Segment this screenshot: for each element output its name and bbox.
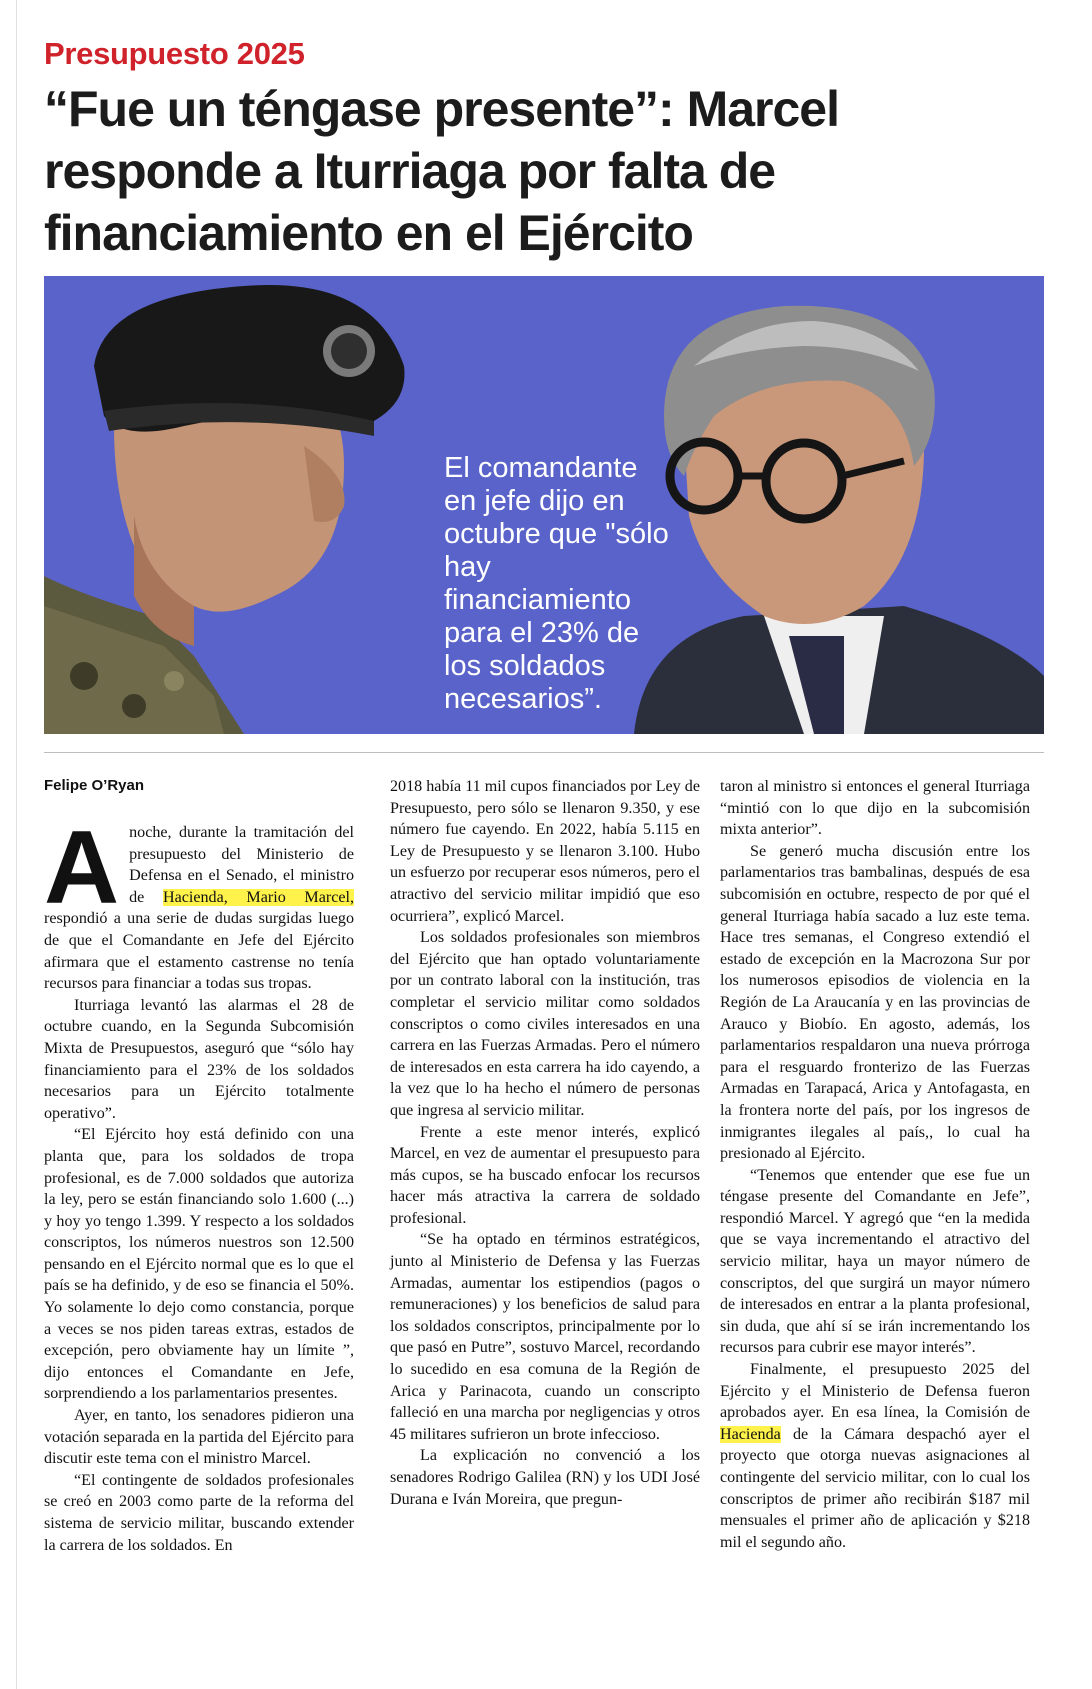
- headline: “Fue un téngase presente”: Marcel responde a Iturriaga por falta de financiamiento en el Ejército: [44, 81, 840, 261]
- article-paragraph: Se generó mucha discusión entre los parlamentarios tras bambalinas, después de esa subcomisión en octubre, respecto de por qué el general Iturriaga había sacado a luz este tema. Hace tres semanas, el Congreso extendió el estado de excepción en la Macrozona Sur por los numerosos episodios de violencia en la Región de La Araucanía y en las provincias de Arauco y Biobío. En agosto, además, los parlamentarios respaldaron una nueva prórroga para el resguardo fronterizo de las Fuerzas Armadas en Tarapacá, Arica y Antofagasta, en la frontera norte del país, por los ingresos de inmigrantes ilegales al país,, lo cual ha presionado al Ejército.: [720, 842, 1030, 1163]
- article-photo: [44, 276, 1044, 734]
- divider: [44, 752, 1044, 753]
- article-paragraph: “Tenemos que entender que ese fue un téngase presente del Comandante en Jefe”, respondió Marcel. Y agregó que “en la medida que se vaya incrementando el atractivo del servicio militar, haya un mayor número de conscriptos, del que surgirá un mayor número de interesados en entrar a la planta profesional, sin duda, que ahí sí se irán incrementando los recursos para cubrir ese mayor interés”.: [720, 1166, 1030, 1357]
- article-paragraph: Ayer, en tanto, los senadores pidieron una votación separada en la partida del Ejército para discutir este tema con el ministro Marcel.: [44, 1407, 354, 1468]
- minister-figure: [634, 306, 1044, 734]
- soldier-figure: [44, 285, 405, 734]
- article-paragraph: Frente a este menor interés, explicó Marcel, en vez de aumentar el presupuesto para más cupos, se ha buscado enfocar los recursos hacer más atractiva la carrera de soldado profesional.: [390, 1123, 700, 1227]
- article-column-1: [44, 776, 354, 1556]
- article-paragraph: [720, 1359, 1030, 1553]
- section-kicker: Presupuesto 2025: [44, 36, 305, 71]
- article-paragraph: “El contingente de soldados profesionales se creó en 2003 como parte de la reforma del sistema de servicio militar, buscando extender la carrera de los soldados. En: [44, 1471, 354, 1554]
- paragraph-text: Finalmente, el presupuesto 2025 del Ejército y el Ministerio de Defensa fueron aprobados ayer. En esa línea, la Comisión de: [720, 1361, 1030, 1422]
- article-paragraph: La explicación no convenció a los senadores Rodrigo Galilea (RN) y los UDI José Durana e Iván Moreira, que pregun-: [390, 1447, 700, 1508]
- article-paragraph: Iturriaga levantó las alarmas el 28 de octubre cuando, en la Segunda Subcomisión Mixta de Presupuestos, aseguró que “sólo hay financiamiento para el 23% de los soldados necesarios para un Ejército totalmente operativo”.: [44, 996, 354, 1122]
- article-column-2: [390, 776, 700, 1510]
- dropcap: A: [44, 810, 120, 926]
- article-paragraph: “Se ha optado en términos estratégicos, junto al Ministerio de Defensa y las Fuerzas Armadas, aumentar los estipendios (pagos o remuneraciones) y los beneficios de salud para los soldados conscriptos, principalmente por lo que pasó en Putre”, sostuvo Marcel, recordando lo sucedido en esa comuna de la Región de Arica y Parinacota, cuando un conscripto falleció en una marcha por negligencias y otros 45 militares sufrieron un brote infeccioso.: [390, 1231, 700, 1443]
- article-column-3: [720, 776, 1030, 1553]
- article-paragraph-continued: 2018 había 11 mil cupos financiados por Ley de Presupuesto, pero sólo se llenaron 9.350, y ese número fue cayendo. En 2022, había 5.115 en Ley de Presupuesto y se llenaron 3.100. Hubo un esfuerzo por recuperar esos números, pero el atractivo del servicio militar impidió que eso ocurriera”, explicó Marcel.: [390, 778, 700, 925]
- article-paragraph: [44, 810, 354, 995]
- highlighted-text: Hacienda: [720, 1425, 781, 1443]
- highlighted-text: Hacienda, Mario Marcel,: [162, 888, 354, 906]
- page-edge: [16, 0, 17, 1689]
- article-paragraph-continued: taron al ministro si entonces el general Iturriaga “mintió con lo que dijo en la subcomisión mixta anterior”.: [720, 778, 1030, 839]
- paragraph-text: noche, durante la tramitación del presupuesto del Ministerio de Defensa en el Senado, el ministro de: [129, 824, 354, 906]
- photo-caption-quote: El comandante en jefe dijo en octubre que "sólo hay financiamiento para el 23% de los soldados necesarios”.: [444, 452, 669, 715]
- paragraph-text: de la Cámara despachó ayer el proyecto que otorga nuevas asignaciones al contingente del servicio militar, con lo cual los conscriptos de primer año recibirán $187 mil mensuales el primer año de aplicación y $218 mil el segundo año.: [720, 1425, 1030, 1551]
- article-paragraph: “El Ejército hoy está definido con una planta que, para los soldados de tropa profesional, es de 7.000 soldados que autoriza la ley, pero se están financiando solo 1.600 (...) y hoy yo tengo 1.399. Y respecto a los soldados conscriptos, los números nuestros son 12.500 pensando en el Ejército normal que es lo que el país se ha definido, y de eso se financia el 50%. Yo solamente lo dejo como constancia, porque a veces se nos piden tareas extras, estados de excepción, pero obviamente hay un límite ”, dijo entonces el Comandante en Jefe, sorprendiendo a los parlamentarios presentes.: [44, 1126, 354, 1403]
- paragraph-text: respondió a una serie de dudas surgidas luego de que el Comandante en Jefe del Ejército afirmara que el estamento castrense no tenía recursos para financiar a todas sus tropas.: [44, 910, 354, 993]
- article-paragraph: Los soldados profesionales son miembros del Ejército que han optado voluntariamente por un contrato laboral con la institución, tras completar el servicio militar como soldados conscriptos o como civiles interesados en una carrera en las Fuerzas Armadas. Pero el número de interesados en esta carrera ha ido cayendo, a la vez que lo ha hecho el número de personas que ingresa al servicio militar.: [390, 929, 700, 1119]
- byline: Felipe O’Ryan: [44, 777, 145, 794]
